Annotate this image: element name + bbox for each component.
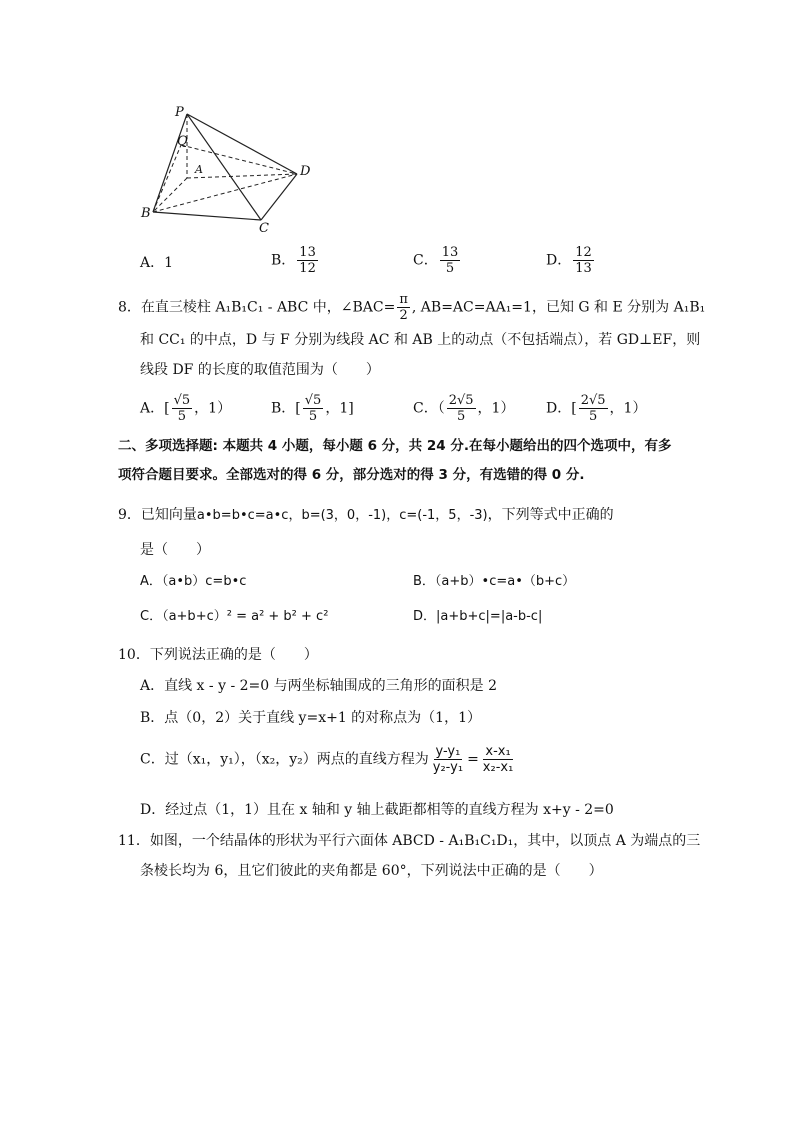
angle-fraction: $\frac{\pi}{2}$ bbox=[399, 292, 408, 323]
fraction-left: $\frac{\text{y-y₁}}{\text{y₂-y₁}}$ bbox=[432, 744, 464, 775]
q9-option-b[interactable]: B．（a+b）•c=a•（b+c） bbox=[413, 574, 576, 589]
fraction-right: $\frac{\text{x-x₁}}{\text{x₂-x₁}}$ bbox=[482, 744, 514, 775]
fraction: $\frac{√5}{5}$ bbox=[173, 393, 191, 424]
q9-option-c[interactable]: C．（a+b+c）² = a² + b² + c² bbox=[140, 609, 329, 624]
q8-option-d[interactable]: D．[ $\frac{2√5}{5}$ ，1） bbox=[546, 393, 647, 424]
fraction: $\frac{2√5}{5}$ bbox=[580, 393, 606, 424]
q9-option-a[interactable]: A．（a•b）c=b•c bbox=[140, 574, 247, 589]
fraction: $\frac{13}{12}$ bbox=[299, 245, 316, 276]
q10-option-d[interactable]: D．经过点（1，1）且在 x 轴和 y 轴上截距都相等的直线方程为 x+y - 2=0 bbox=[140, 802, 614, 818]
q9-line2: 是（ ） bbox=[140, 542, 210, 558]
q8-line2: 和 CC₁ 的中点，D 与 F 分别为线段 AC 和 AB 上的动点（不包括端点），若 GD⊥EF，则 bbox=[140, 332, 701, 348]
edge-pd bbox=[187, 114, 297, 174]
edge-cd bbox=[261, 174, 297, 220]
q10-option-c[interactable]: C．过（x₁，y₁），（x₂，y₂）两点的直线方程为 $\frac{\text{y-y₁}}{\text{y₂-y₁}}$ = $\frac{\text{x-x₁}}{\text{x₂-x₁}}$ bbox=[140, 744, 514, 775]
q7-option-c[interactable]: C． $\frac{13}{5}$ bbox=[413, 245, 459, 276]
edge-ab bbox=[153, 178, 187, 212]
section2-heading-line2: 项符合题目要求。全部选对的得 6 分，部分选对的得 3 分，有选错的得 0 分. bbox=[118, 467, 585, 483]
q7-option-b[interactable]: B． $\frac{13}{12}$ bbox=[271, 245, 316, 276]
q7-option-d[interactable]: D． $\frac{12}{13}$ bbox=[546, 245, 592, 276]
pyramid-figure bbox=[135, 100, 325, 235]
fraction: $\frac{13}{5}$ bbox=[441, 245, 459, 276]
q9-option-d[interactable]: D．|a+b+c|=|a-b-c| bbox=[413, 609, 543, 624]
q7-option-a[interactable]: A．1 bbox=[140, 255, 174, 271]
fraction: $\frac{√5}{5}$ bbox=[304, 393, 322, 424]
edge-bq bbox=[153, 145, 181, 212]
q10-option-b[interactable]: B．点（0，2）关于直线 y=x+1 的对称点为（1，1） bbox=[140, 710, 481, 726]
q11-line2: 条棱长均为 6，且它们彼此的夹角都是 60°，下列说法中正确的是（ ） bbox=[140, 863, 603, 879]
edge-bd bbox=[153, 174, 297, 212]
q10-option-a[interactable]: A．直线 x - y - 2=0 与两坐标轴围成的三角形的面积是 2 bbox=[140, 678, 497, 694]
label-a: A bbox=[195, 163, 203, 176]
q9-line1: 9．已知向量a•b=b•c=a•c，b=(3，0，-1)，c=(-1，5，-3)，下列等式中正确的 bbox=[118, 507, 614, 523]
q8-option-c[interactable]: C．（ $\frac{2√5}{5}$ ，1） bbox=[413, 393, 515, 424]
q8-line1: 8．在直三棱柱 A₁B₁C₁ - ABC 中，∠BAC= $\frac{\pi}{2}$ , AB=AC=AA₁=1，已知 G 和 E 分别为 A₁B₁ bbox=[118, 292, 706, 323]
edge-bc bbox=[153, 212, 261, 220]
label-p: P bbox=[175, 105, 184, 120]
section2-heading-line1: 二、多项选择题: 本题共 4 小题，每小题 6 分，共 24 分.在每小题给出的四个选项中，有多 bbox=[118, 438, 672, 454]
label-q: Q bbox=[177, 134, 188, 149]
label-b: B bbox=[141, 206, 151, 221]
q8-option-a[interactable]: A．[ $\frac{√5}{5}$ ，1） bbox=[140, 393, 232, 424]
q10-stem: 10．下列说法正确的是（ ） bbox=[118, 647, 318, 663]
q8-option-b[interactable]: B．[ $\frac{√5}{5}$ ，1] bbox=[271, 393, 354, 424]
label-d: D bbox=[300, 164, 311, 179]
edge-ad bbox=[187, 174, 297, 178]
q11-line1: 11．如图，一个结晶体的形状为平行六面体 ABCD - A₁B₁C₁D₁，其中，以顶点 A 为端点的三 bbox=[118, 833, 701, 849]
edge-pb bbox=[153, 114, 187, 212]
fraction: $\frac{2√5}{5}$ bbox=[448, 393, 474, 424]
label-c: C bbox=[259, 221, 269, 235]
fraction: $\frac{12}{13}$ bbox=[575, 245, 592, 276]
q8-line3: 线段 DF 的长度的取值范围为（ ） bbox=[140, 362, 380, 378]
